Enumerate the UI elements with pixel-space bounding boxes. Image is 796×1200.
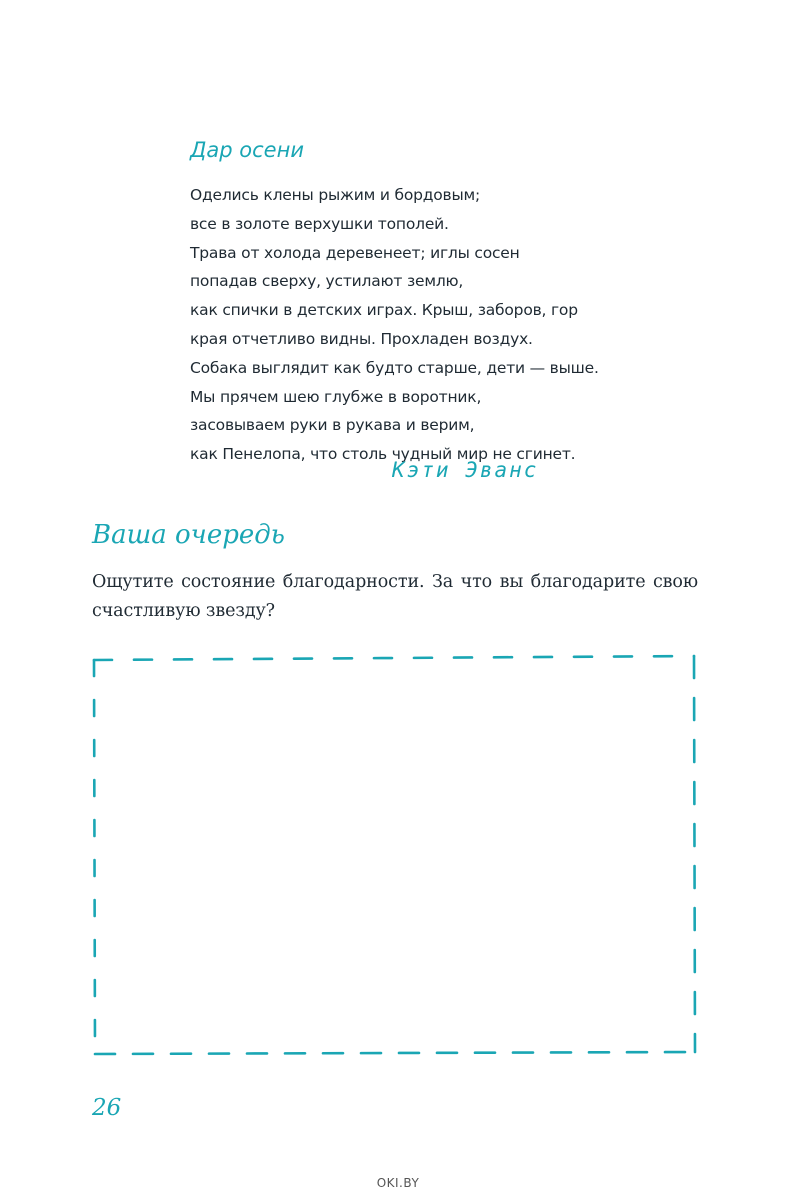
poem-line: все в золоте верхушки тополей.	[190, 214, 449, 233]
page-number: 26	[92, 1095, 122, 1121]
poem-line: как Пенелопа, что столь чудный мир не сгинет.	[190, 445, 576, 464]
poem-line: засовываем руки в рукава и верим,	[190, 416, 475, 435]
poem-line: попадав сверху, устилают землю,	[190, 272, 464, 291]
poem-line: как спички в детских играх. Крыш, заборов, гор	[190, 301, 578, 320]
poem-line: края отчетливо видны. Прохладен воздух.	[190, 329, 533, 348]
poem-author: Кэти Эванс	[392, 458, 539, 482]
poem-title: Дар осени	[190, 138, 304, 162]
answer-area[interactable]	[90, 650, 698, 1060]
poem-line: Оделись клены рыжим и бордовым;	[190, 186, 481, 204]
watermark: OKI.BY	[376, 1176, 420, 1190]
poem-line: Собака выглядит как будто старше, дети — выше.	[190, 358, 599, 377]
poem-text	[190, 181, 599, 469]
dashed-frame	[90, 650, 698, 1060]
poem-line: Трава от холода деревенеет; иглы сосен	[190, 243, 520, 262]
exercise-prompt: Ощутите состояние благодарности. За что вы благодарите свою счастливую звезду?	[92, 572, 698, 621]
section-title: Ваша очередь	[92, 520, 285, 550]
poem-line: Мы прячем шею глубже в воротник,	[190, 387, 482, 406]
